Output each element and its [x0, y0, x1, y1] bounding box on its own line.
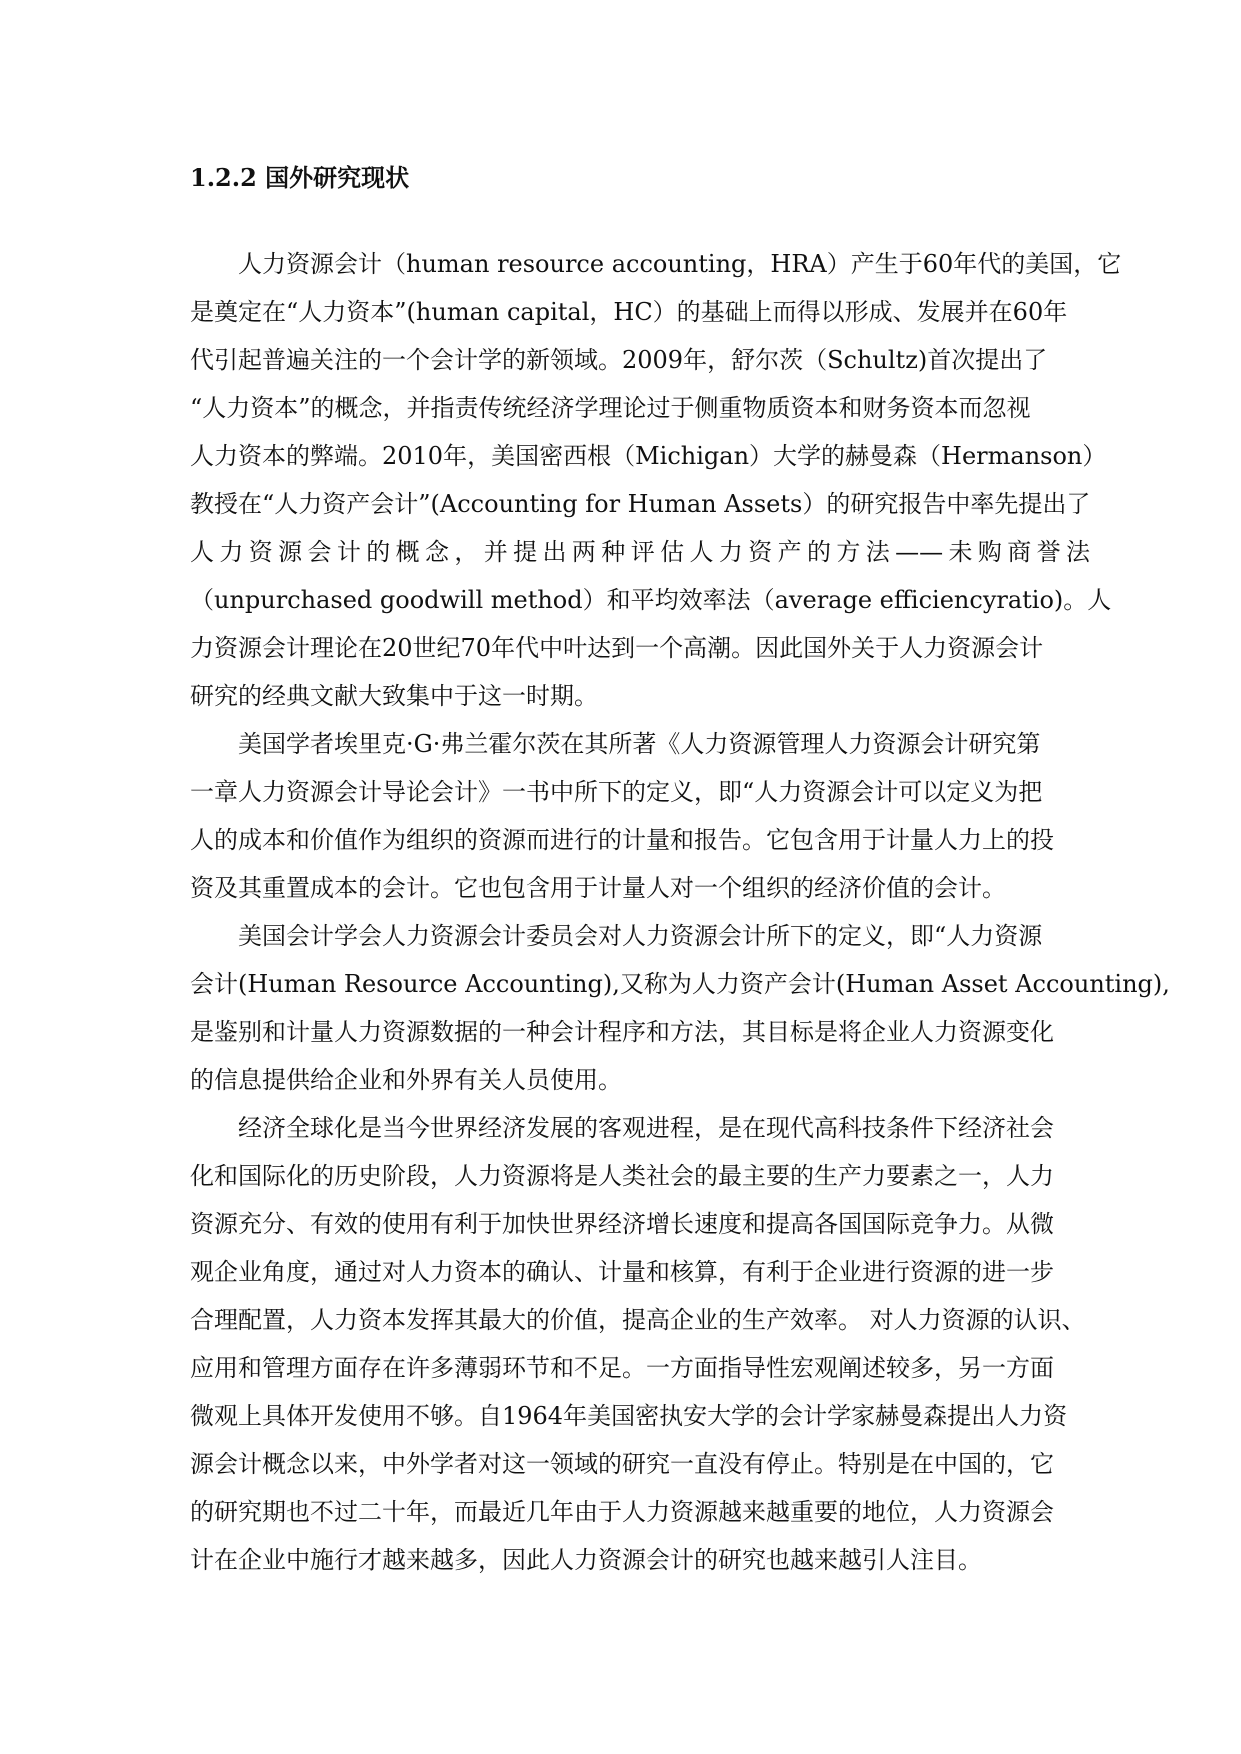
- paragraph-line: （unpurchased goodwill method）和平均效率法（average efficiencyratio)。人: [190, 586, 1112, 614]
- paragraph-line: 计在企业中施行才越来越多，因此人力资源会计的研究也越来越引人注目。: [190, 1546, 982, 1574]
- paragraph-line: 美国会计学会人力资源会计委员会对人力资源会计所下的定义，即“人力资源: [238, 922, 1043, 950]
- paragraph-line: 力资源会计理论在20世纪70年代中叶达到一个高潮。因此国外关于人力资源会计: [190, 634, 1044, 662]
- paragraph-line: 会计(Human Resource Accounting),又称为人力资产会计(Human Asset Accounting),: [190, 970, 1170, 998]
- paragraph-line: 化和国际化的历史阶段，人力资源将是人类社会的最主要的生产力要素之一，人力: [190, 1162, 1054, 1190]
- paragraph-line: 的信息提供给企业和外界有关人员使用。: [190, 1066, 622, 1094]
- paragraph-line: 是鉴别和计量人力资源数据的一种会计程序和方法，其目标是将企业人力资源变化: [190, 1018, 1054, 1046]
- paragraph-line: 观企业角度，通过对人力资本的确认、计量和核算，有利于企业进行资源的进一步: [190, 1258, 1054, 1286]
- paragraph-1: [190, 240, 1122, 720]
- paragraph-line: “人力资本”的概念，并指责传统经济学理论过于侧重物质资本和财务资本而忽视: [190, 394, 1031, 422]
- paragraph-line: 的研究期也不过二十年，而最近几年由于人力资源越来越重要的地位，人力资源会: [190, 1498, 1054, 1526]
- paragraph-2: [190, 720, 1090, 912]
- paragraph-line: 经济全球化是当今世界经济发展的客观进程，是在现代高科技条件下经济社会: [238, 1114, 1054, 1142]
- paragraph-line: 一章人力资源会计导论会计》一书中所下的定义，即“人力资源会计可以定义为把: [190, 778, 1043, 806]
- paragraph-line: 人力资源会计的概念，并提出两种评估人力资产的方法——未购商誉法: [190, 538, 1090, 566]
- paragraph-line: 人力资源会计（human resource accounting，HRA）产生于60年代的美国，它: [238, 250, 1122, 278]
- paragraph-line: 教授在“人力资产会计”(Accounting for Human Assets）的研究报告中率先提出了: [190, 490, 1091, 518]
- paragraph-line: 合理配置，人力资本发挥其最大的价值，提高企业的生产效率。 对人力资源的认识、: [190, 1306, 1086, 1334]
- body-text: [190, 240, 1170, 1584]
- section-heading: 1.2.2 国外研究现状: [190, 163, 410, 192]
- paragraph-line: 研究的经典文献大致集中于这一时期。: [190, 682, 598, 710]
- paragraph-line: 是奠定在“人力资本”(human capital，HC）的基础上而得以形成、发展并在60年: [190, 298, 1068, 326]
- paragraph-line: 资源充分、有效的使用有利于加快世界经济增长速度和提高各国国际竞争力。从微: [190, 1210, 1054, 1238]
- paragraph-4: [190, 1104, 1090, 1584]
- paragraph-line: 资及其重置成本的会计。它也包含用于计量人对一个组织的经济价值的会计。: [190, 874, 1006, 902]
- paragraph-line: 应用和管理方面存在许多薄弱环节和不足。一方面指导性宏观阐述较多，另一方面: [190, 1354, 1054, 1382]
- paragraph-line: 微观上具体开发使用不够。自1964年美国密执安大学的会计学家赫曼森提出人力资: [190, 1402, 1068, 1430]
- paragraph-line: 人力资本的弊端。2010年，美国密西根（Michigan）大学的赫曼森（Hermanson）: [190, 442, 1107, 470]
- paragraph-3: [190, 912, 1170, 1104]
- paragraph-line: 人的成本和价值作为组织的资源而进行的计量和报告。它包含用于计量人力上的投: [190, 826, 1054, 854]
- paragraph-line: 代引起普遍关注的一个会计学的新领域。2009年，舒尔茨（Schultz)首次提出了: [190, 346, 1048, 374]
- paragraph-line: 源会计概念以来，中外学者对这一领域的研究一直没有停止。特别是在中国的，它: [190, 1450, 1054, 1478]
- paragraph-line: 美国学者埃里克·G·弗兰霍尔茨在其所著《人力资源管理人力资源会计研究第: [238, 730, 1041, 758]
